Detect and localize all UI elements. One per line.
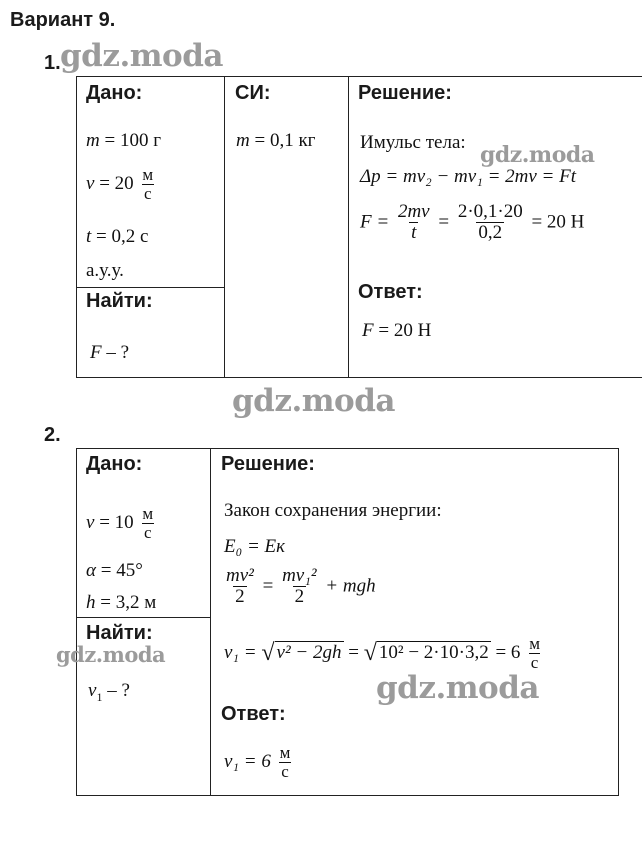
task2-solution-header: Решение: [221,453,315,475]
watermark: gdz.moda [232,383,395,419]
task1-si-mass: m = 0,1 кг [236,130,316,151]
task1-given-mass: m = 100 г [86,130,161,151]
task2-answer-value: v₁ = 6 $\frac{м}{с}$ [224,743,291,781]
task1-solution-line2: Δp = mv₂ − mv₁ = 2mv = Ft [360,166,576,187]
task2-energy-equation: $\frac{\text{mv²}}{2}$ = $\frac{\text{mv₁²}}{2}$ + mgh [226,565,376,607]
task2-find-value: $v_1$ – ? [88,680,130,704]
watermark: gdz.moda [56,642,166,667]
task2-solution-line1: Закон сохранения энергии: [224,500,442,521]
task1-si-header: СИ: [235,82,271,104]
task1-given-time: t = 0,2 с [86,226,149,247]
task2-given-height: h = 3,2 м [86,592,157,613]
task2-given-angle: α = 45° [86,560,143,581]
task1-solution-header: Решение: [358,82,452,104]
task2-solution-line2: E₀ = Eк [224,536,286,557]
task2-number: 2. [44,424,61,446]
task1-given-header: Дано: [86,82,143,104]
watermark: gdz.moda [376,670,539,706]
task2-given-header: Дано: [86,453,143,475]
watermark: gdz.moda [480,142,595,168]
task1-force-formula: F = $\frac{2mv}{t}$ = $\frac{2\cdot 0,1\cdot 20}{0,2}$ = 20 Н [360,201,585,243]
task2-answer-header: Ответ: [221,703,286,725]
task2-given-velocity: v = 10 $\frac{м}{с}$ [86,504,154,542]
watermark: gdz.moda [60,38,223,74]
task2-velocity-formula: v₁ = √ v² − 2gh = √ 10² − 2·10·3,2 = 6 $\frac{м}{с}$ [224,634,540,672]
task1-number: 1. [44,52,61,74]
page-title: Вариант 9. [10,9,116,31]
task1-find-value: F – ? [90,342,130,363]
task1-answer-header: Ответ: [358,281,423,303]
task1-given-extra: а.у.у. [86,260,124,281]
task2-find-header: Найти: [86,622,153,644]
task1-find-header: Найти: [86,290,153,312]
task1-answer-value: F = 20 Н [362,320,432,341]
task1-given-velocity: v = 20 $\frac{м}{с}$ [86,165,154,203]
task1-solution-line1: Имульс тела: [360,132,466,153]
